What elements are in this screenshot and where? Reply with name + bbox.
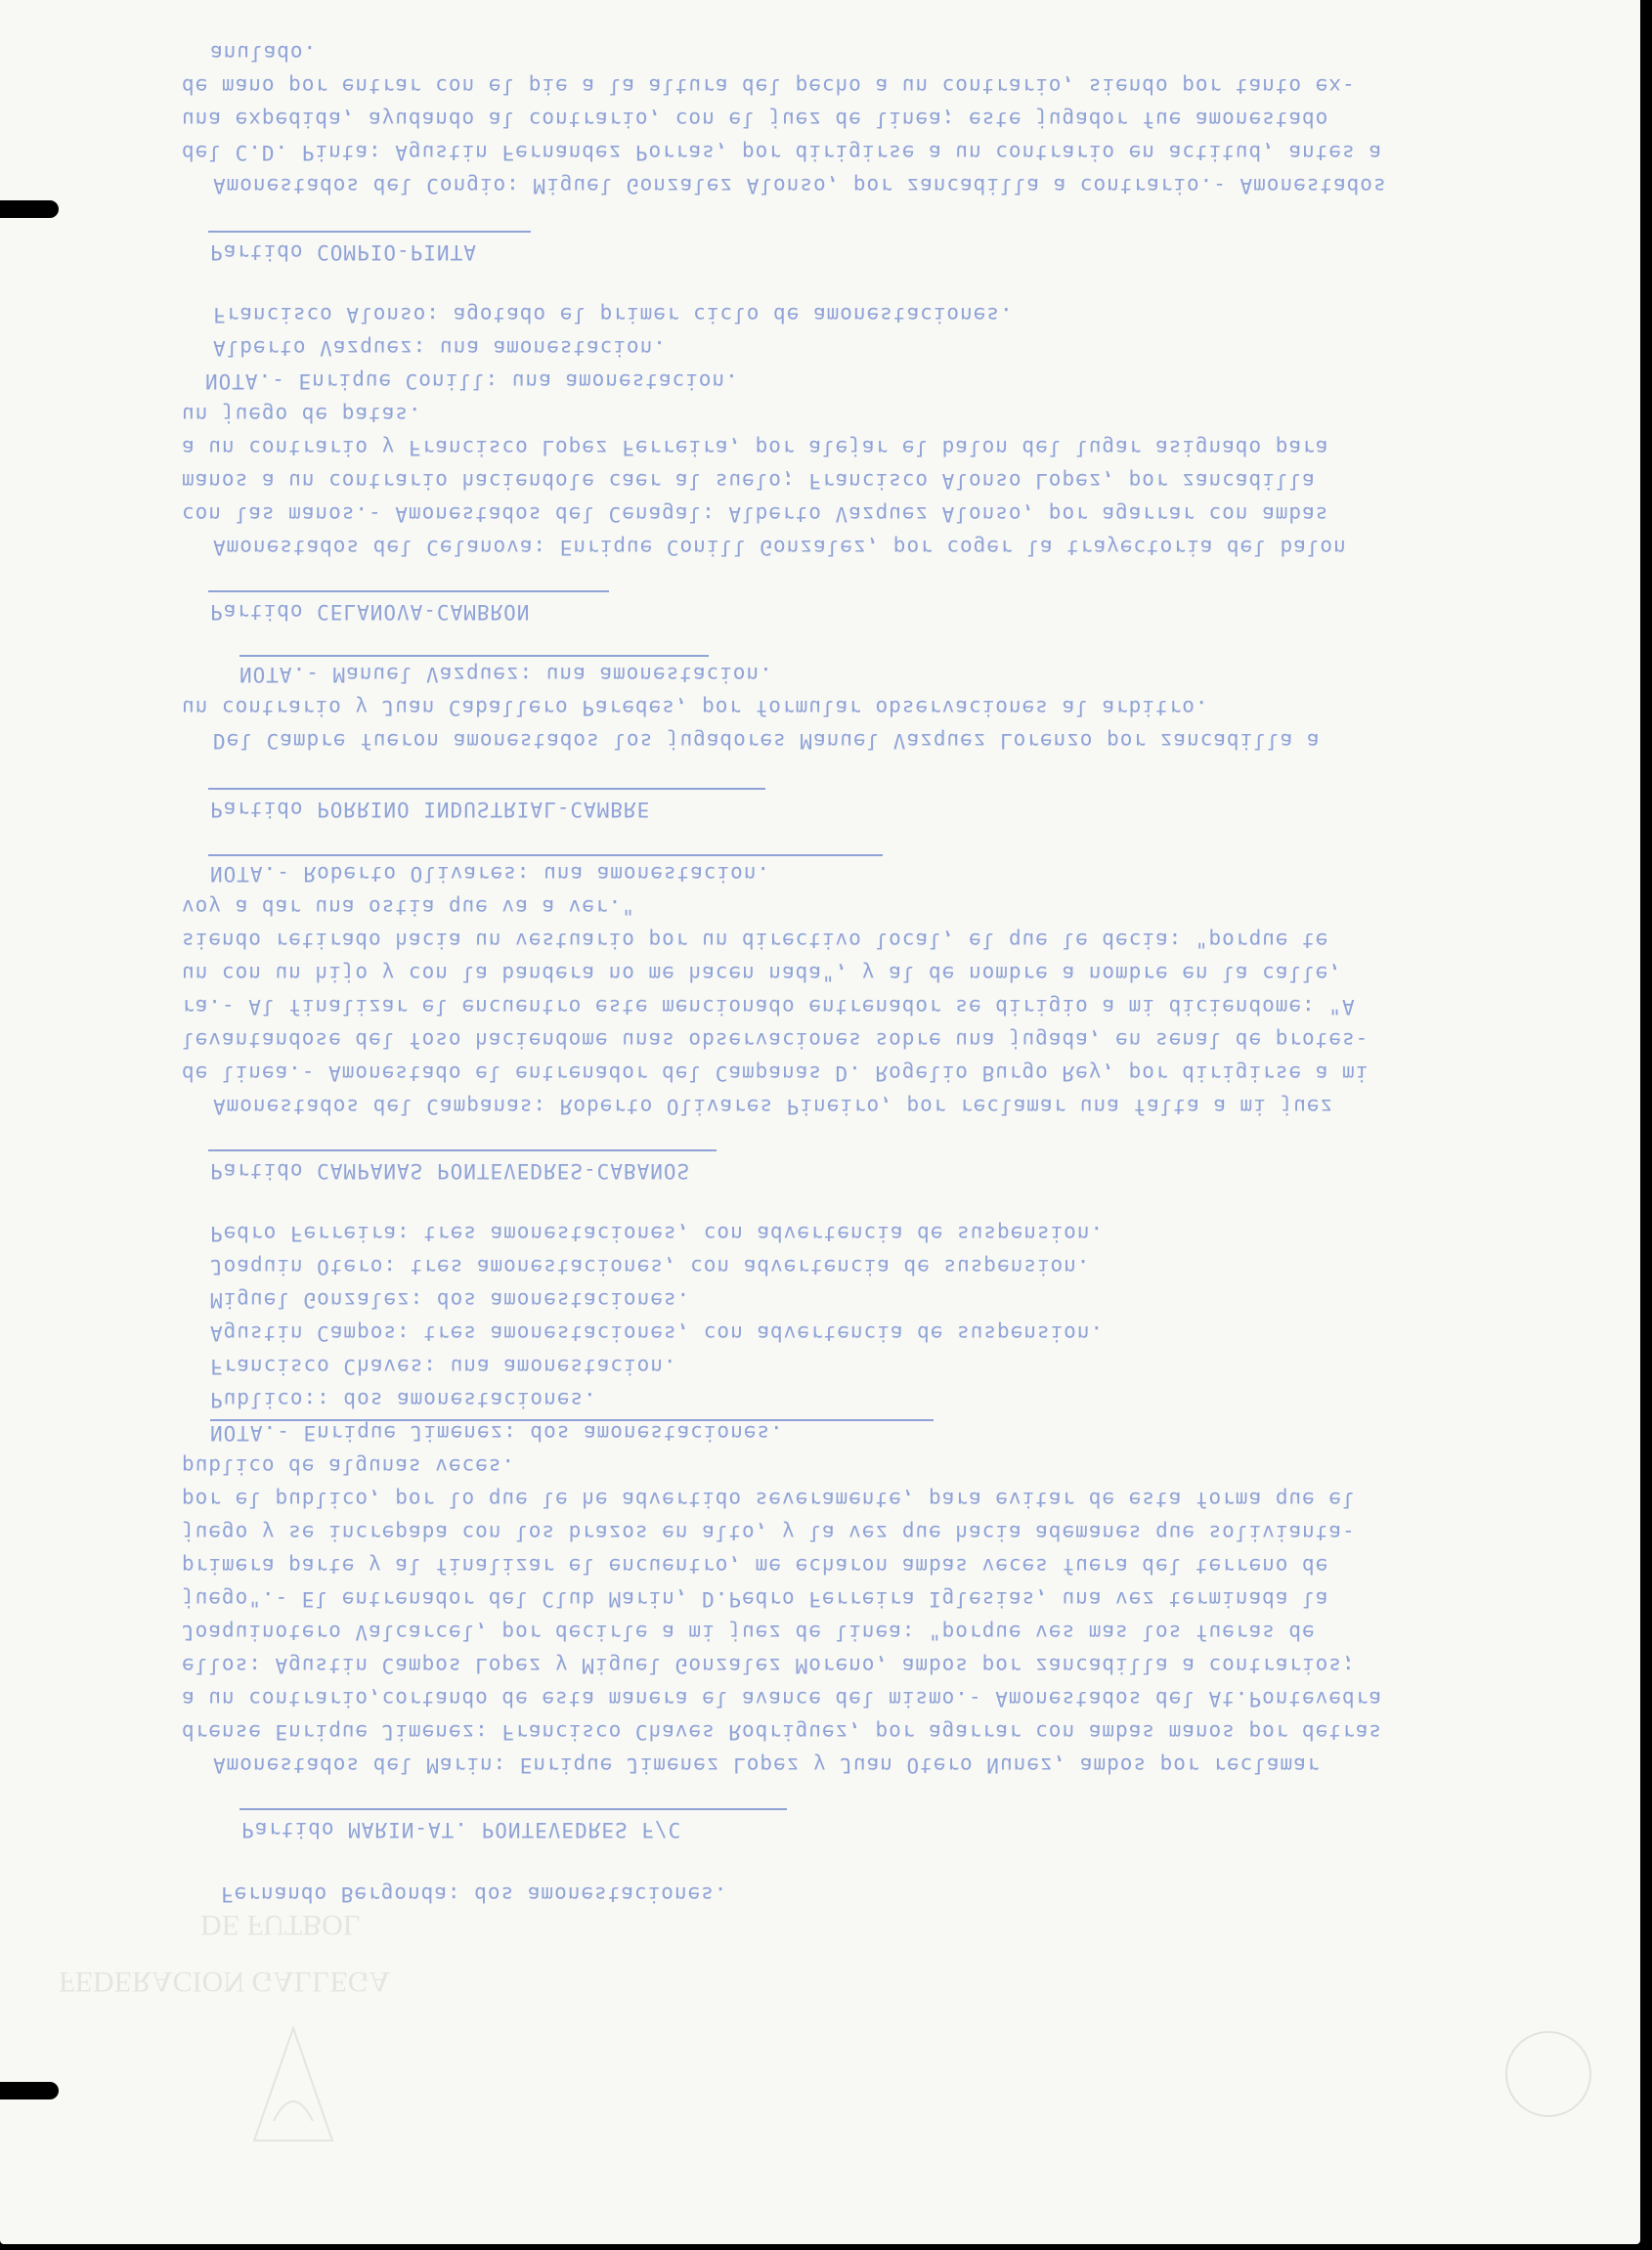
line: NOTA.- Enrique Jimenez: dos amonestaciones. [210, 1421, 784, 1445]
line: juego".- El entrenador del Club Marin, D.Pedro Ferreira Iglesias, una vez terminada la [182, 1587, 1329, 1611]
line: Amonestados del Campanas: Roberto Olivares Pineiro, por reclamar una falta a mi juez [213, 1095, 1334, 1118]
section-heading: Partido MARIN-AT. PONTEVEDRES F/C [241, 1818, 682, 1841]
line: Francisco Chaves: una amonestacion. [210, 1355, 677, 1378]
line: NOTA.- Roberto Olivares: una amonestacion. [210, 862, 771, 886]
line: Amonestados del Congio: Miguel Gonzalez Alonso, por zancadilla a contrario.- Amonestados [213, 174, 1387, 197]
heading-underline [208, 854, 883, 856]
line: drense Enrique Jimenez: Francisco Chaves Rodriguez, por agarrar con ambas manos por detras [182, 1720, 1382, 1744]
heading-underline [239, 655, 709, 657]
stamp-text: FEDERACION GALLEGA [59, 1966, 391, 1998]
heading-underline [208, 590, 609, 592]
line: a un contrario y Francisco Lopez Ferreira, por alejar el balon del lugar asignado para [182, 436, 1329, 459]
line: con las manos.- Amonestados del Cenagal: Alberto Vazquez Alonso, por agarrar con ambas [182, 502, 1329, 526]
line: ellos: Agustin Campos Lopez y Miguel Gonzalez Moreno, ambos por zancadilla a contrarios; [182, 1654, 1356, 1677]
line: voy a dar una ostia que va a ver." [182, 895, 635, 919]
line: publico de algunas veces. [182, 1454, 516, 1478]
line: del C.D. Pinta: Agustin Fernandez Porras, por dirigirse a un contrario en actitud, antes a [182, 141, 1382, 164]
line: NOTA.- Manuel Vazquez: una amonestacion. [239, 663, 773, 686]
stamp-text: DE FUTBOL [200, 1909, 362, 1941]
line: juego y se increpaba con los brazos en alto, y la vez que hacia ademanes que solivianta- [182, 1521, 1356, 1544]
section-heading: Partido PORRINO INDUSTRIAL-CAMBRE [210, 798, 651, 821]
line: levantandose del foso haciendome unas observaciones sobre una jugada, en senal de protes- [182, 1028, 1369, 1052]
line: Pedro Ferreira: tres amonestaciones, con advertencia de suspension. [210, 1222, 1105, 1245]
heading-underline [208, 231, 531, 233]
section-heading: Partido COMPIO-PINTA [210, 240, 477, 264]
line: Francisco Alonso: agotado el primer ciclo de amonestaciones. [213, 303, 1014, 326]
line: Amonestados del Marin: Enrique Jimenez Lopez y Juan Otero Nunez, ambos por reclamar [213, 1753, 1321, 1777]
line: una expedida, ayudando al contrario, con el juez de linea; este jugador fue amonestado [182, 108, 1329, 131]
heading-underline [239, 1808, 787, 1810]
line: NOTA.- Enrique Conill: una amonestacion. [205, 369, 739, 393]
line: Alberto Vazquez: una amonestacion. [213, 336, 667, 360]
line: Fernando Bergonda: dos amonestaciones. [221, 1882, 728, 1906]
line: Joaquin Otero: tres amonestaciones, con advertencia de suspension. [210, 1255, 1091, 1278]
line: siendo retirado hacia un vestuario por un directivo local, el que le decia: "porque te [182, 929, 1329, 952]
heading-underline [208, 1149, 717, 1151]
line: un contrario y Juan Caballero Paredes, por formular observaciones al arbitro. [182, 696, 1209, 719]
line: Amonestados del Celanova: Enrique Conill Gonzalez, por coger la trayectoria del balon [213, 536, 1347, 559]
seal-mark [1505, 2031, 1591, 2117]
line: Agustin Campos: tres amonestaciones, con advertencia de suspension. [210, 1321, 1105, 1345]
line: un con un hijo y con la bandera no me hacen nada", y al de nombre a nombre en la calle, [182, 962, 1342, 985]
line: a un contrario,cortando de esta manera el avance del mismo.- Amonestados del At.Pontevedra [182, 1687, 1382, 1710]
line: Miguel Gonzalez: dos amonestaciones. [210, 1288, 691, 1312]
stamp-emblem [244, 2023, 342, 2160]
line: de mano por entrar con el pie a la altura del pecho a un contrario, siendo por tanto ex- [182, 74, 1356, 98]
section-heading: Partido CAMPANAS PONTEVEDRES-CABANOS [210, 1159, 691, 1183]
section-heading: Partido CELANOVA-CAMBRON [210, 600, 531, 624]
line: Publico:: dos amonestaciones. [210, 1388, 597, 1411]
line: Del Cambre fueron amonestados los jugadores Manuel Vazquez Lorenzo por zancadilla a [213, 729, 1321, 753]
line: ra.- Al finalizar el encuentro este mencionado entrenador se dirigio a mi diciendome: "A [182, 995, 1356, 1018]
line: un juego de patas. [182, 403, 422, 426]
line: de linea.- Amonestado el entrenador del Campanas D. Rogelio Burgo Rey, por dirigirse a mi [182, 1061, 1369, 1085]
heading-underline [208, 788, 765, 790]
line: anulado. [210, 41, 318, 65]
line: primera parte y al finalizar el encuentro, me echaron ambas veces fuera del terreno de [182, 1554, 1329, 1578]
line: Joaquinotero Valcarcel, por decirle a mi juez de linea: "porque ves mas los fueras de [182, 1621, 1316, 1644]
line: por el publico, por lo que le he advertido severamente, para evitar de esta forma que el [182, 1488, 1356, 1511]
line: manos a un contrario haciendole caer al suelo; Francisco Alonso Lopez, por zancadilla [182, 469, 1316, 493]
